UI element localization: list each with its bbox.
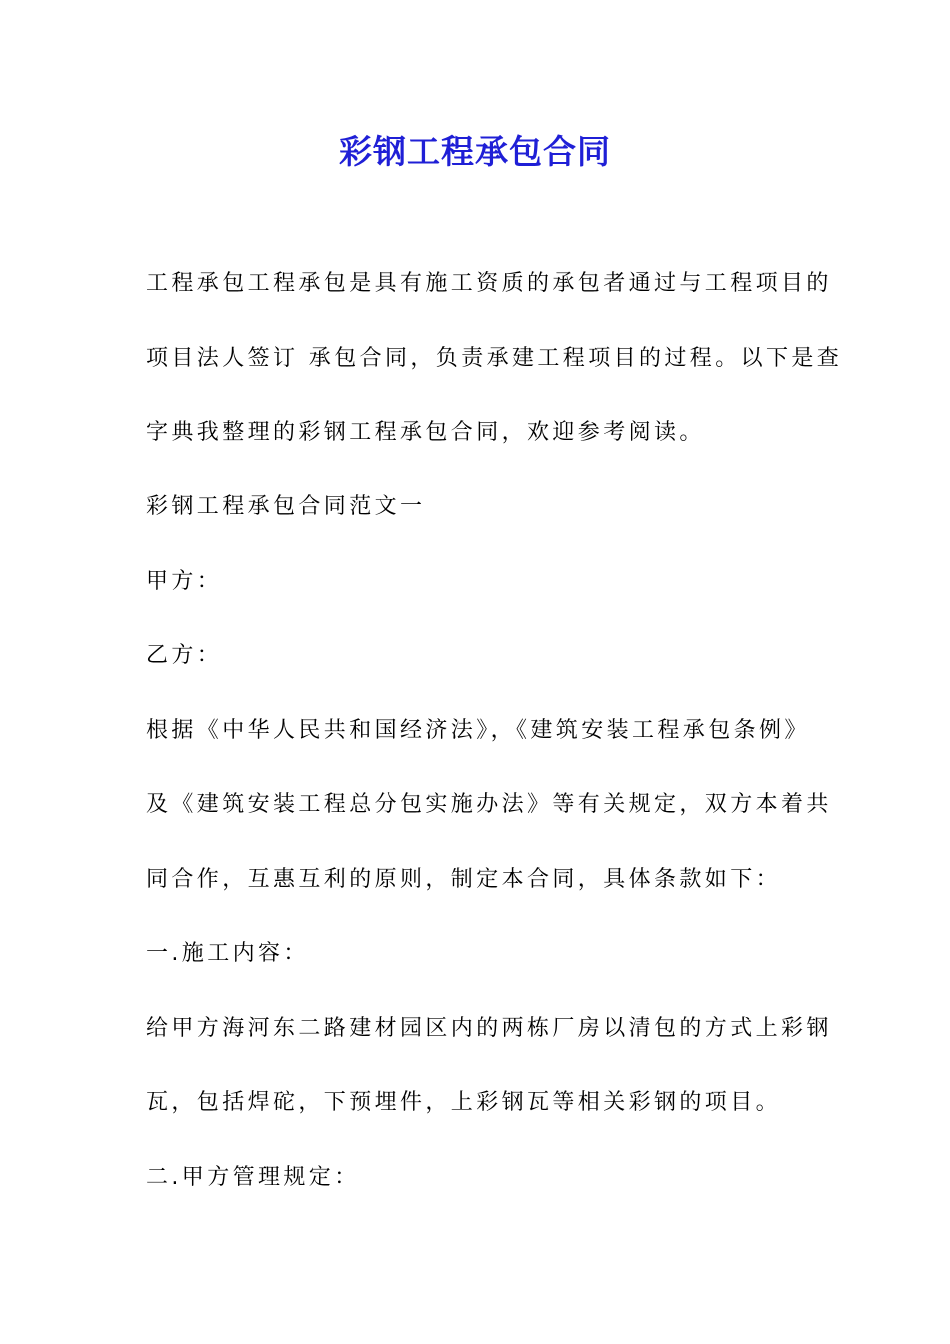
clause-heading-1: 一.施工内容：	[146, 941, 309, 966]
party-a-label: 甲方：	[146, 569, 223, 594]
clause-heading-2: 二.甲方管理规定：	[146, 1165, 360, 1190]
clause-1-line-1: 给甲方海河东二路建材园区内的两栋厂房以清包的方式上彩钢	[146, 1016, 832, 1041]
clause-1-line-2: 瓦，包括焊砣，下预埋件，上彩钢瓦等相关彩钢的项目。	[146, 1090, 782, 1115]
intro-line-3: 字典我整理的彩钢工程承包合同，欢迎参考阅读。	[146, 420, 705, 445]
basis-line-2: 及《建筑安装工程总分包实施办法》等有关规定，双方本着共	[146, 792, 832, 817]
intro-line-2: 项目法人签订 承包合同，负责承建工程项目的过程。以下是查	[146, 346, 843, 371]
basis-line-3: 同合作，互惠互利的原则，制定本合同，具体条款如下：	[146, 867, 782, 892]
section-heading-sample-one: 彩钢工程承包合同范文一	[146, 494, 426, 519]
basis-line-1: 根据《中华人民共和国经济法》，《建筑安装工程承包条例》	[146, 718, 810, 743]
document-title: 彩钢工程承包合同	[339, 132, 611, 171]
party-b-label: 乙方：	[146, 643, 223, 668]
intro-line-1: 工程承包工程承包是具有施工资质的承包者通过与工程项目的	[146, 271, 832, 296]
